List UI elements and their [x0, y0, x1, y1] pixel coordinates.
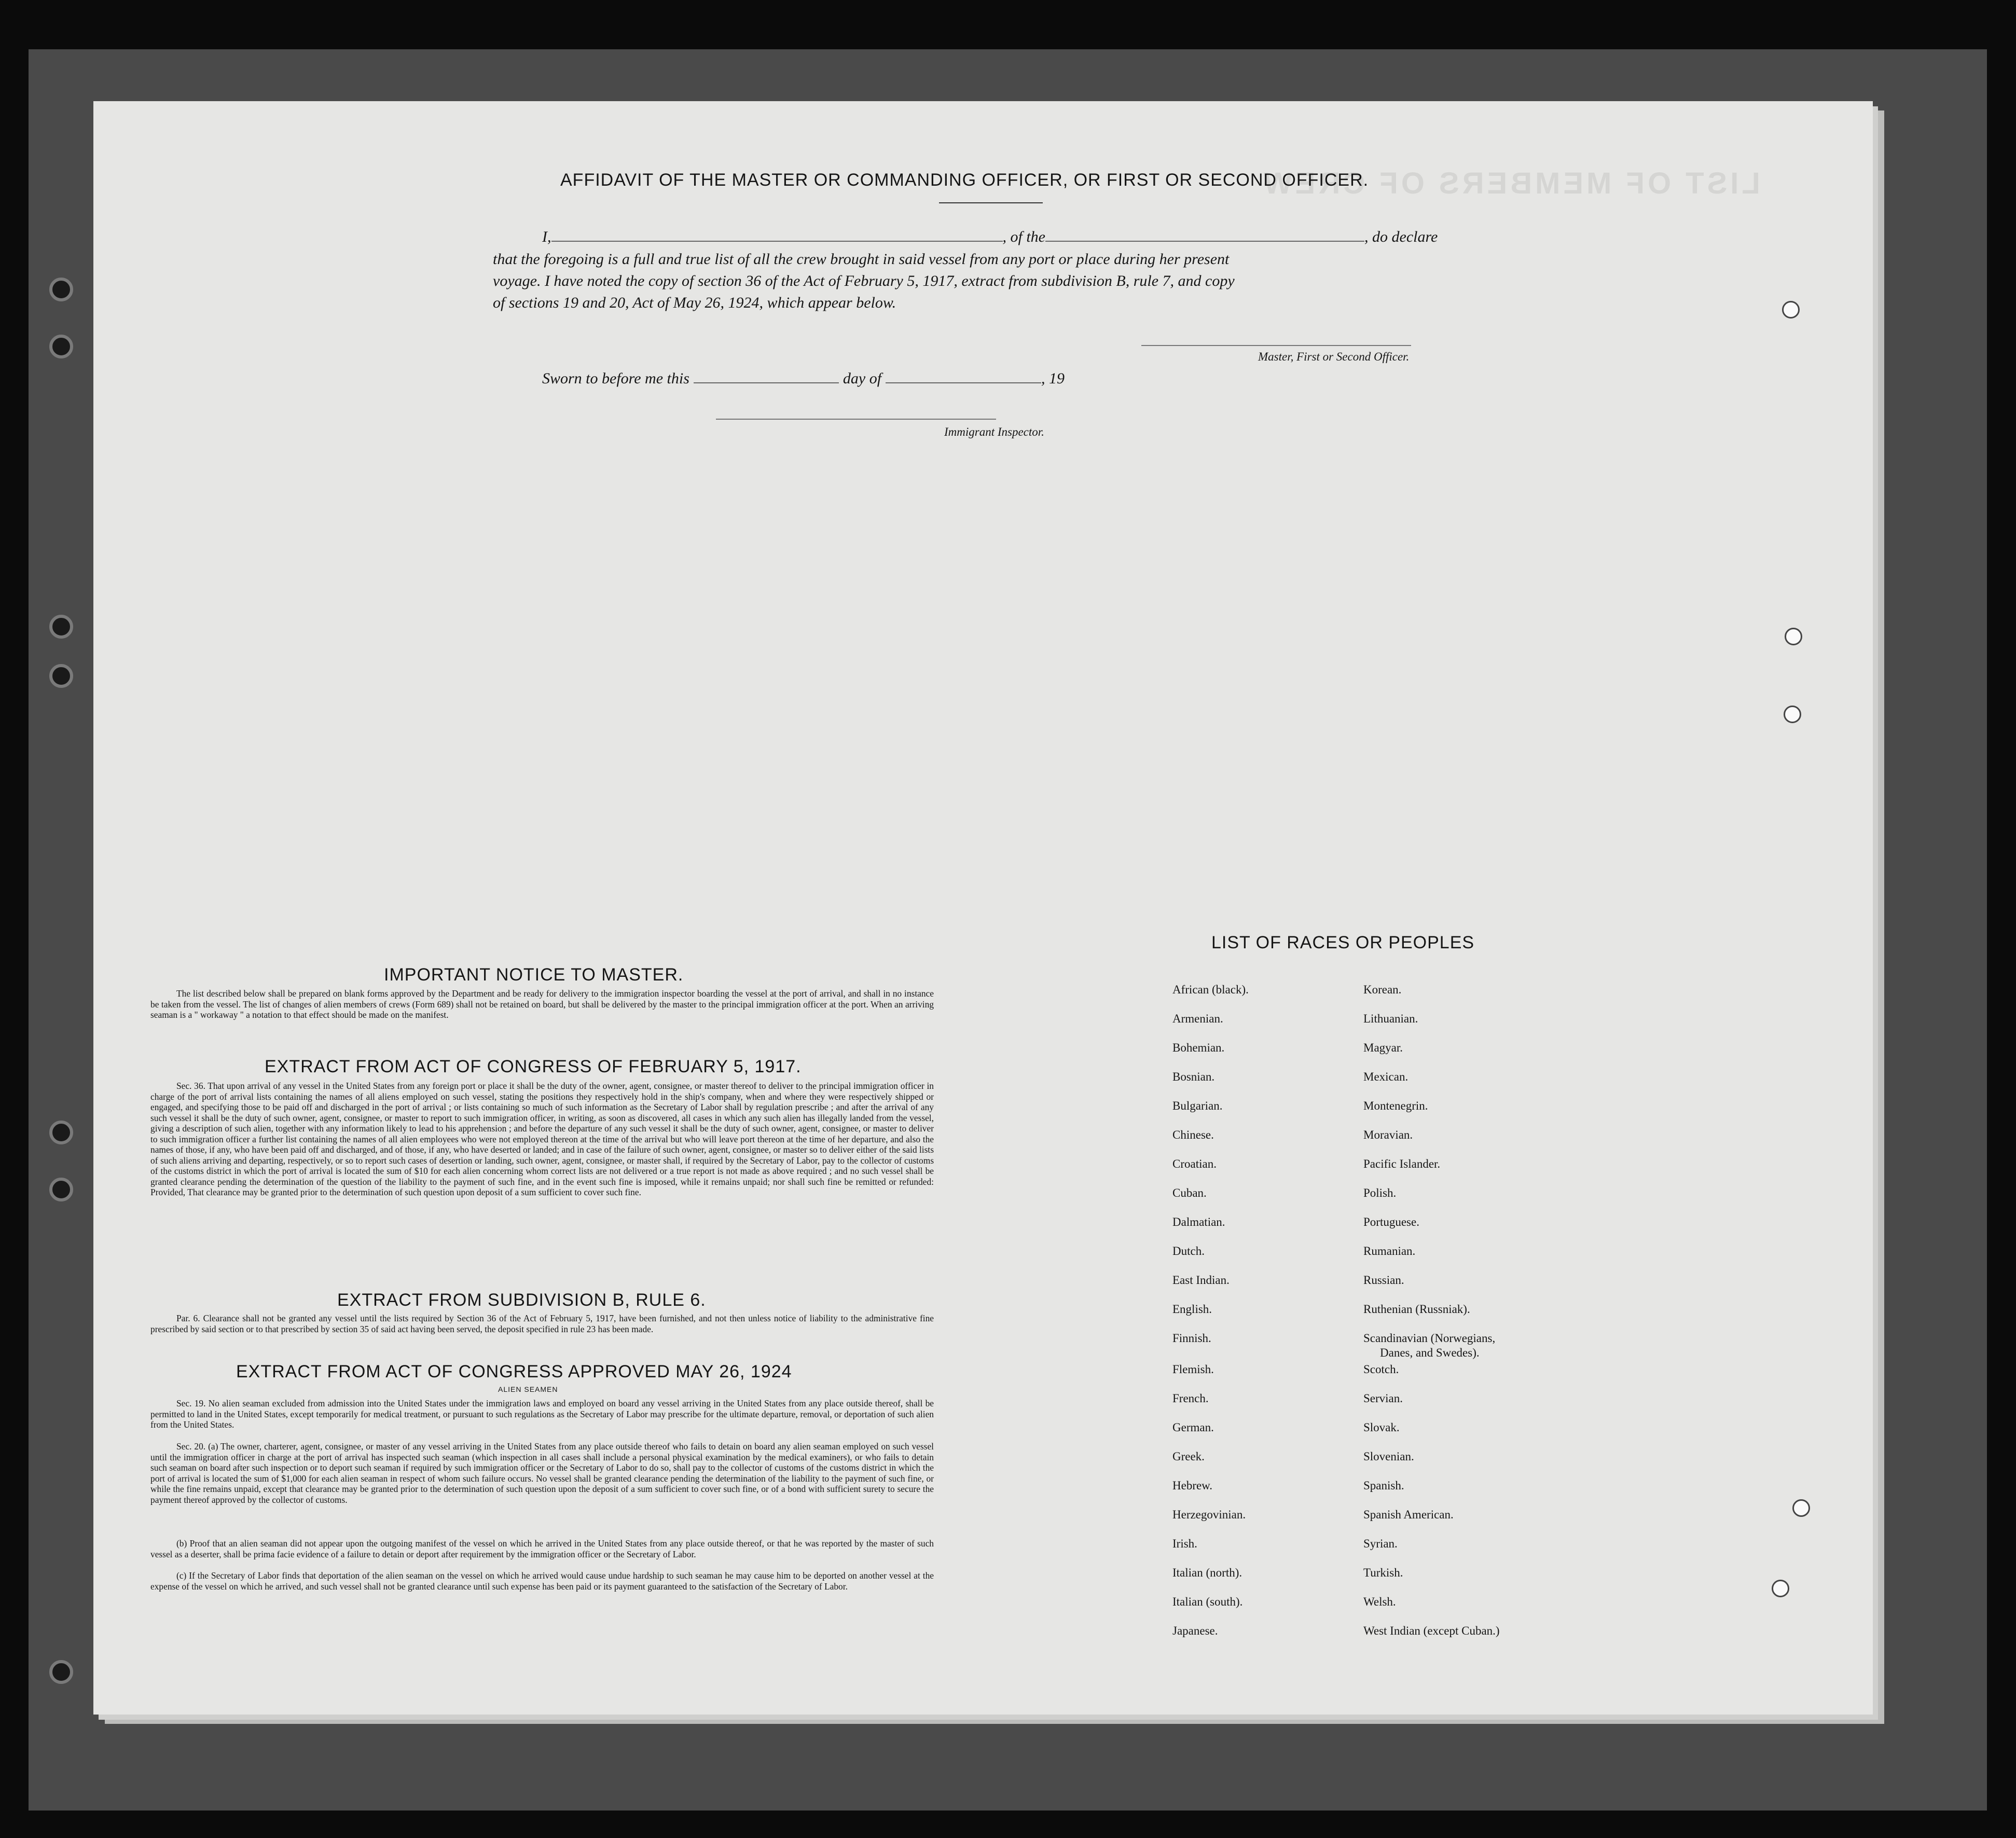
sworn-month-field[interactable] — [886, 382, 1041, 383]
race-item: Chinese. — [1172, 1128, 1214, 1141]
race-item: Dutch. — [1172, 1245, 1205, 1257]
race-item: Herzegovinian. — [1172, 1508, 1246, 1521]
extract-1917-text: Sec. 36. That upon arrival of any vessel in the United States from any foreign port or place it shall be the duty of the owner, agent, consignee, or master thereof to deliver to the principal immigration officer in charge of the port of arrival lists containing the names of all aliens employed on such vessel, stating the positions they respectively hold in the ship's company, when and where they were respectively shipped or engaged, and specifying those to be paid off and discharged in the port of arrival ; or lists containing so much of such information as the Secretary of Labor shall by regulation prescribe ; and after the arrival of any such vessel it shall be the duty of such owner, agent, consignee, or master to report to such immigration officer, in writing, as soon as discovered, all cases in which any such alien has illegally landed from the vessel, giving a description of such alien, together with any information likely to lead to his apprehension ; and before the departure of any such vessel it shall be the duty of such owner, agent, consignee, or master to deliver to such immigration officer a further list containing the names of all alien employees who were not employed thereon at the time of the arrival but who will leave port thereon at the time of her departure, and also the names of those, if any, who have been paid off and discharged, and of those, if any, who have deserted or landed; and in case of the failure of such owner, agent, consignee, or master so to deliver either of the said lists of such aliens arriving and departing, respectively, or so to report such cases of desertion or landing, such owner, agent, consignee, or master shall, if required by the Secretary of Labor, pay to the collector of customs of the customs district in which the port of arrival is located the sum of $10 for each alien concerning whom correct lists are not delivered or a true report is not made as above required ; and no such vessel shall be granted clearance pending the determination of the question of the liability to the payment of such fine, and in the event such fine is imposed, while it remains unpaid; nor shall such fine be remitted or refunded: Provided, That clearance may be granted prior to the determination of such question upon deposit of a sum sufficient to cover such fine. — [150, 1081, 934, 1197]
race-item: Portuguese. — [1363, 1215, 1419, 1228]
document-sheet — [93, 101, 1873, 1715]
alien-seamen-subtitle: ALIEN SEAMEN — [498, 1385, 558, 1393]
race-item: Cuban. — [1172, 1186, 1207, 1199]
vessel-label: , of the — [1002, 228, 1045, 245]
race-item: Polish. — [1363, 1186, 1397, 1199]
race-item: Dalmatian. — [1172, 1215, 1225, 1228]
race-item: Russian. — [1363, 1274, 1404, 1287]
extract-1924-title: EXTRACT FROM ACT OF CONGRESS APPROVED MAY 26, 1924 — [236, 1362, 792, 1381]
race-item: East Indian. — [1172, 1274, 1230, 1287]
declare-label: , do declare — [1364, 228, 1438, 245]
race-item: French. — [1172, 1392, 1209, 1405]
binder-hole — [49, 664, 73, 688]
affidavit-line-3: voyage. I have noted the copy of section 36 of the Act of February 5, 1917, extract from subdivision B, rule 7, and copy — [493, 272, 1235, 289]
race-item: African (black). — [1172, 983, 1249, 996]
race-item: Scandinavian (Norwegians, — [1363, 1332, 1496, 1345]
day-of-label: day of — [843, 370, 882, 387]
notice-title: IMPORTANT NOTICE TO MASTER. — [384, 965, 684, 985]
sworn-line — [542, 370, 1065, 388]
race-item: Italian (south). — [1172, 1595, 1243, 1608]
race-item: Turkish. — [1363, 1566, 1403, 1579]
race-item: Servian. — [1363, 1392, 1403, 1405]
race-item: Mexican. — [1363, 1070, 1409, 1083]
race-item: Spanish American. — [1363, 1508, 1454, 1521]
race-item: Syrian. — [1363, 1537, 1398, 1550]
race-item: Croatian. — [1172, 1157, 1217, 1170]
affidavit-title: AFFIDAVIT OF THE MASTER OR COMMANDING OFFICER, OR FIRST OR SECOND OFFICER. — [560, 170, 1369, 190]
race-item: Montenegrin. — [1363, 1099, 1428, 1112]
punch-hole — [1792, 1499, 1810, 1517]
show-through-text: LIST OF MEMBERS OF CREW — [1261, 167, 1760, 200]
binder-hole — [49, 1178, 73, 1201]
sworn-label: Sworn to before me this — [542, 370, 689, 387]
year-label: , 19 — [1041, 370, 1065, 387]
extract-rule6-text: Par. 6. Clearance shall not be granted any vessel until the lists required by Section 36 of the Act of February 5, 1917, have been furnished, and not then unless notice of liability to the administrative fine prescribed by said section or to that prescribed by section 35 of said act having been served, the deposit specified in rule 23 has been made. — [150, 1313, 934, 1334]
punch-hole — [1785, 628, 1802, 645]
race-item: Slovak. — [1363, 1421, 1400, 1434]
race-item: Greek. — [1172, 1450, 1205, 1463]
signature-line[interactable] — [1141, 345, 1411, 346]
affidavit-line-2: that the foregoing is a full and true list of all the crew brought in said vessel from any port or place during her present — [493, 251, 1230, 268]
title-rule — [939, 202, 1043, 203]
race-item-continuation: Danes, and Swedes). — [1380, 1346, 1480, 1359]
binder-hole — [49, 1121, 73, 1144]
binder-hole — [49, 335, 73, 358]
race-item: Magyar. — [1363, 1041, 1403, 1054]
race-item: Finnish. — [1172, 1332, 1211, 1345]
race-item: Lithuanian. — [1363, 1012, 1418, 1025]
extract-rule6-title: EXTRACT FROM SUBDIVISION B, RULE 6. — [337, 1290, 706, 1310]
race-item: Scotch. — [1363, 1363, 1399, 1376]
race-item: Ruthenian (Russniak). — [1363, 1303, 1470, 1316]
sworn-day-field[interactable] — [694, 382, 839, 383]
race-item: Moravian. — [1363, 1128, 1413, 1141]
race-item: German. — [1172, 1421, 1214, 1434]
affidavit-line-4: of sections 19 and 20, Act of May 26, 1924, which appear below. — [493, 294, 896, 311]
races-title: LIST OF RACES OR PEOPLES — [1211, 933, 1475, 952]
race-item: Slovenian. — [1363, 1450, 1414, 1463]
race-item: Japanese. — [1172, 1624, 1218, 1637]
race-item: Welsh. — [1363, 1595, 1396, 1608]
binder-hole — [49, 278, 73, 301]
extract-1924-sec20c: (c) If the Secretary of Labor finds that deportation of the alien seaman on the vessel on which he arrived would cause undue hardship to such seaman he may cause him to be deported on another vessel at the expense of the vessel on which he arrived, and such vessel shall not be granted clearance until such expense has been paid or its payment guaranteed to the satisfaction of the Secretary of Labor. — [150, 1570, 934, 1592]
race-item: Italian (north). — [1172, 1566, 1242, 1579]
extract-1924-sec20a: Sec. 20. (a) The owner, charterer, agent, consignee, or master of any vessel arriving in the United States from any place outside thereof who fails to detain on board any alien seaman employed on such vessel until the immigration officer in charge at the port of arrival has inspected such seaman (which inspection in all cases shall include a personal physical examination by the medical examiners), or who fails to detain such seaman on board after such inspection or to deport such seaman if required by such immigration officer or the Secretary of Labor to do so, shall pay to the collector of customs of the customs district in which the port of arrival is located the sum of $1,000 for each alien seaman in respect of whom such failure occurs. No vessel shall be granted clearance pending the determination of the liability to the payment of such fine, or while the fine remains unpaid, except that clearance may be granted prior to the determination of such question upon the deposit of a sum sufficient to cover such fine, or of a bond with sufficient surety to secure the payment thereof approved by the collector of customs. — [150, 1441, 934, 1505]
race-item: Hebrew. — [1172, 1479, 1213, 1492]
inspector-signature-line[interactable] — [716, 419, 996, 420]
inspector-label: Immigrant Inspector. — [944, 425, 1044, 438]
affidavit-line-1 — [542, 228, 1438, 246]
race-item: Flemish. — [1172, 1363, 1214, 1376]
race-item: Bulgarian. — [1172, 1099, 1223, 1112]
binder-hole — [49, 615, 73, 639]
extract-1924-sec20b: (b) Proof that an alien seaman did not appear upon the outgoing manifest of the vessel on which he arrived in the United States from any place outside thereof, or that he was reported by the master of such vessel as a deserter, shall be prima facie evidence of a failure to detain or deport after requirement by the immigration officer or the Secretary of Labor. — [150, 1538, 934, 1559]
race-item: Pacific Islander. — [1363, 1157, 1441, 1170]
extract-1917-title: EXTRACT FROM ACT OF CONGRESS OF FEBRUARY 5, 1917. — [265, 1057, 802, 1076]
declarant-label: I, — [542, 228, 551, 245]
punch-hole — [1772, 1580, 1789, 1597]
race-item: Armenian. — [1172, 1012, 1223, 1025]
declarant-name-field[interactable] — [551, 241, 1003, 242]
race-item: Bosnian. — [1172, 1070, 1215, 1083]
race-item: Bohemian. — [1172, 1041, 1225, 1054]
race-item: Irish. — [1172, 1537, 1197, 1550]
race-item: Rumanian. — [1363, 1245, 1416, 1257]
punch-hole — [1782, 301, 1800, 319]
notice-text: The list described below shall be prepared on blank forms approved by the Department and be ready for delivery to the immigration inspector boarding the vessel at the port of arrival, and shall in no instance be taken from the vessel. The list of changes of alien members of crews (Form 689) shall not be retained on board, but shall be delivered by the master to the principal immigration officer at the port. When an arriving seaman is a " workaway " a notation to that effect should be made on the manifest. — [150, 988, 934, 1020]
race-item: Spanish. — [1363, 1479, 1404, 1492]
race-item: English. — [1172, 1303, 1212, 1316]
race-item: Korean. — [1363, 983, 1402, 996]
signature-label: Master, First or Second Officer. — [1258, 350, 1410, 363]
extract-1924-sec19: Sec. 19. No alien seaman excluded from admission into the United States under the immigration laws and employed on board any vessel arriving in the United States from any place outside thereof, shall be permitted to land in the United States, except temporarily for medical treatment, or pursuant to such regulations as the Secretary of Labor may prescribe for the ultimate departure, removal, or deportation of such alien from the United States. — [150, 1398, 934, 1430]
binder-hole — [49, 1660, 73, 1684]
punch-hole — [1784, 706, 1801, 723]
race-item: West Indian (except Cuban.) — [1363, 1624, 1500, 1637]
vessel-name-field[interactable] — [1045, 241, 1364, 242]
